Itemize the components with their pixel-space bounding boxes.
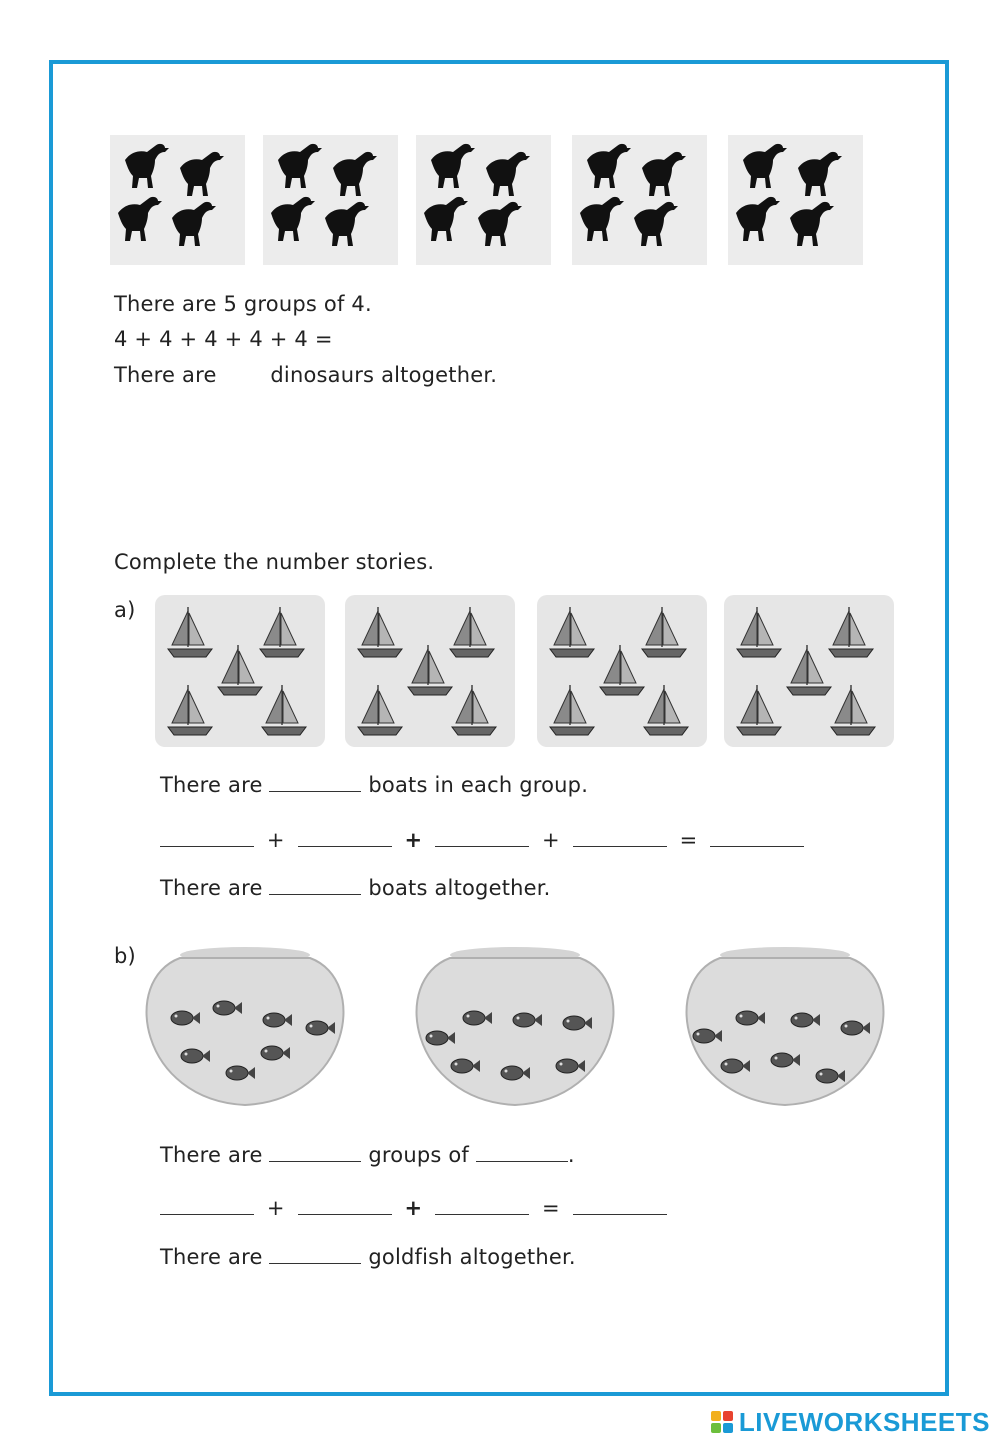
boat-group-1: [155, 595, 325, 747]
dinosaur-groups: [0, 0, 1000, 280]
equals-sign: =: [542, 1196, 560, 1220]
dinosaur-group-3: [416, 135, 551, 265]
fishbowl-3: [687, 947, 884, 1105]
fish-groups-line: [160, 1143, 575, 1167]
addend-blank-3[interactable]: [435, 1213, 529, 1215]
each-prefix: There are: [160, 773, 263, 797]
addend-blank-1[interactable]: [160, 845, 254, 847]
total-suffix: goldfish altogether.: [368, 1245, 576, 1269]
total-suffix: dinosaurs altogether.: [270, 363, 498, 387]
groups-middle: groups of: [368, 1143, 470, 1167]
groups-prefix: There are: [160, 1143, 263, 1167]
boat-group-4: [724, 595, 894, 747]
fishbowl-1: [147, 947, 344, 1105]
addend-blank-4[interactable]: [573, 845, 667, 847]
sum-blank[interactable]: [573, 1213, 667, 1215]
plus-sign: +: [266, 828, 285, 852]
number-of-groups-blank[interactable]: [269, 1160, 361, 1162]
fish-sum-line: [160, 1196, 667, 1220]
dinosaur-group-2: [263, 135, 398, 265]
each-suffix: boats in each group.: [368, 773, 589, 797]
groups-of-line: There are 5 groups of 4.: [114, 292, 372, 316]
repeated-addition-line: 4 + 4 + 4 + 4 + 4 =: [114, 327, 333, 351]
total-prefix: There are: [160, 876, 263, 900]
total-prefix: There are: [114, 363, 217, 387]
equals-sign: =: [679, 828, 698, 852]
boats-per-group-blank[interactable]: [269, 790, 361, 792]
part-a-label: a): [114, 598, 136, 622]
plus-sign: +: [542, 828, 560, 852]
instructions: Complete the number stories.: [114, 550, 435, 574]
boats-each-group-line: [160, 773, 588, 797]
dinosaur-total-line: [114, 363, 497, 387]
addend-blank-2[interactable]: [298, 1213, 392, 1215]
dinosaur-group-1: [110, 135, 245, 265]
plus-sign: +: [266, 1196, 285, 1220]
liveworksheets-logo: [711, 1405, 990, 1439]
total-suffix: boats altogether.: [368, 876, 551, 900]
boat-group-2: [345, 595, 515, 747]
fish-total-blank[interactable]: [269, 1262, 361, 1264]
addend-blank-1[interactable]: [160, 1213, 254, 1215]
boats-total-line: [160, 876, 551, 900]
period: .: [567, 1143, 575, 1167]
boats-total-blank[interactable]: [269, 893, 361, 895]
fishbowl-groups: [0, 940, 1000, 1120]
logo-icon: [711, 1411, 733, 1433]
total-prefix: There are: [160, 1245, 263, 1269]
addend-blank-3[interactable]: [435, 845, 529, 847]
sum-blank[interactable]: [710, 845, 804, 847]
fishbowl-2: [417, 947, 614, 1105]
fish-total-line: [160, 1245, 576, 1269]
plus-sign: +: [404, 1196, 423, 1220]
addend-blank-2[interactable]: [298, 845, 392, 847]
boat-groups: [0, 585, 1000, 765]
boat-group-3: [537, 595, 707, 747]
brand-name: LIVEWORKSHEETS: [738, 1406, 990, 1437]
dinosaur-group-4: [572, 135, 707, 265]
plus-sign: +: [404, 828, 423, 852]
group-size-blank[interactable]: [476, 1160, 568, 1162]
dinosaur-group-5: [728, 135, 863, 265]
part-b-label: b): [114, 944, 136, 968]
boat-sum-line: [160, 828, 804, 852]
